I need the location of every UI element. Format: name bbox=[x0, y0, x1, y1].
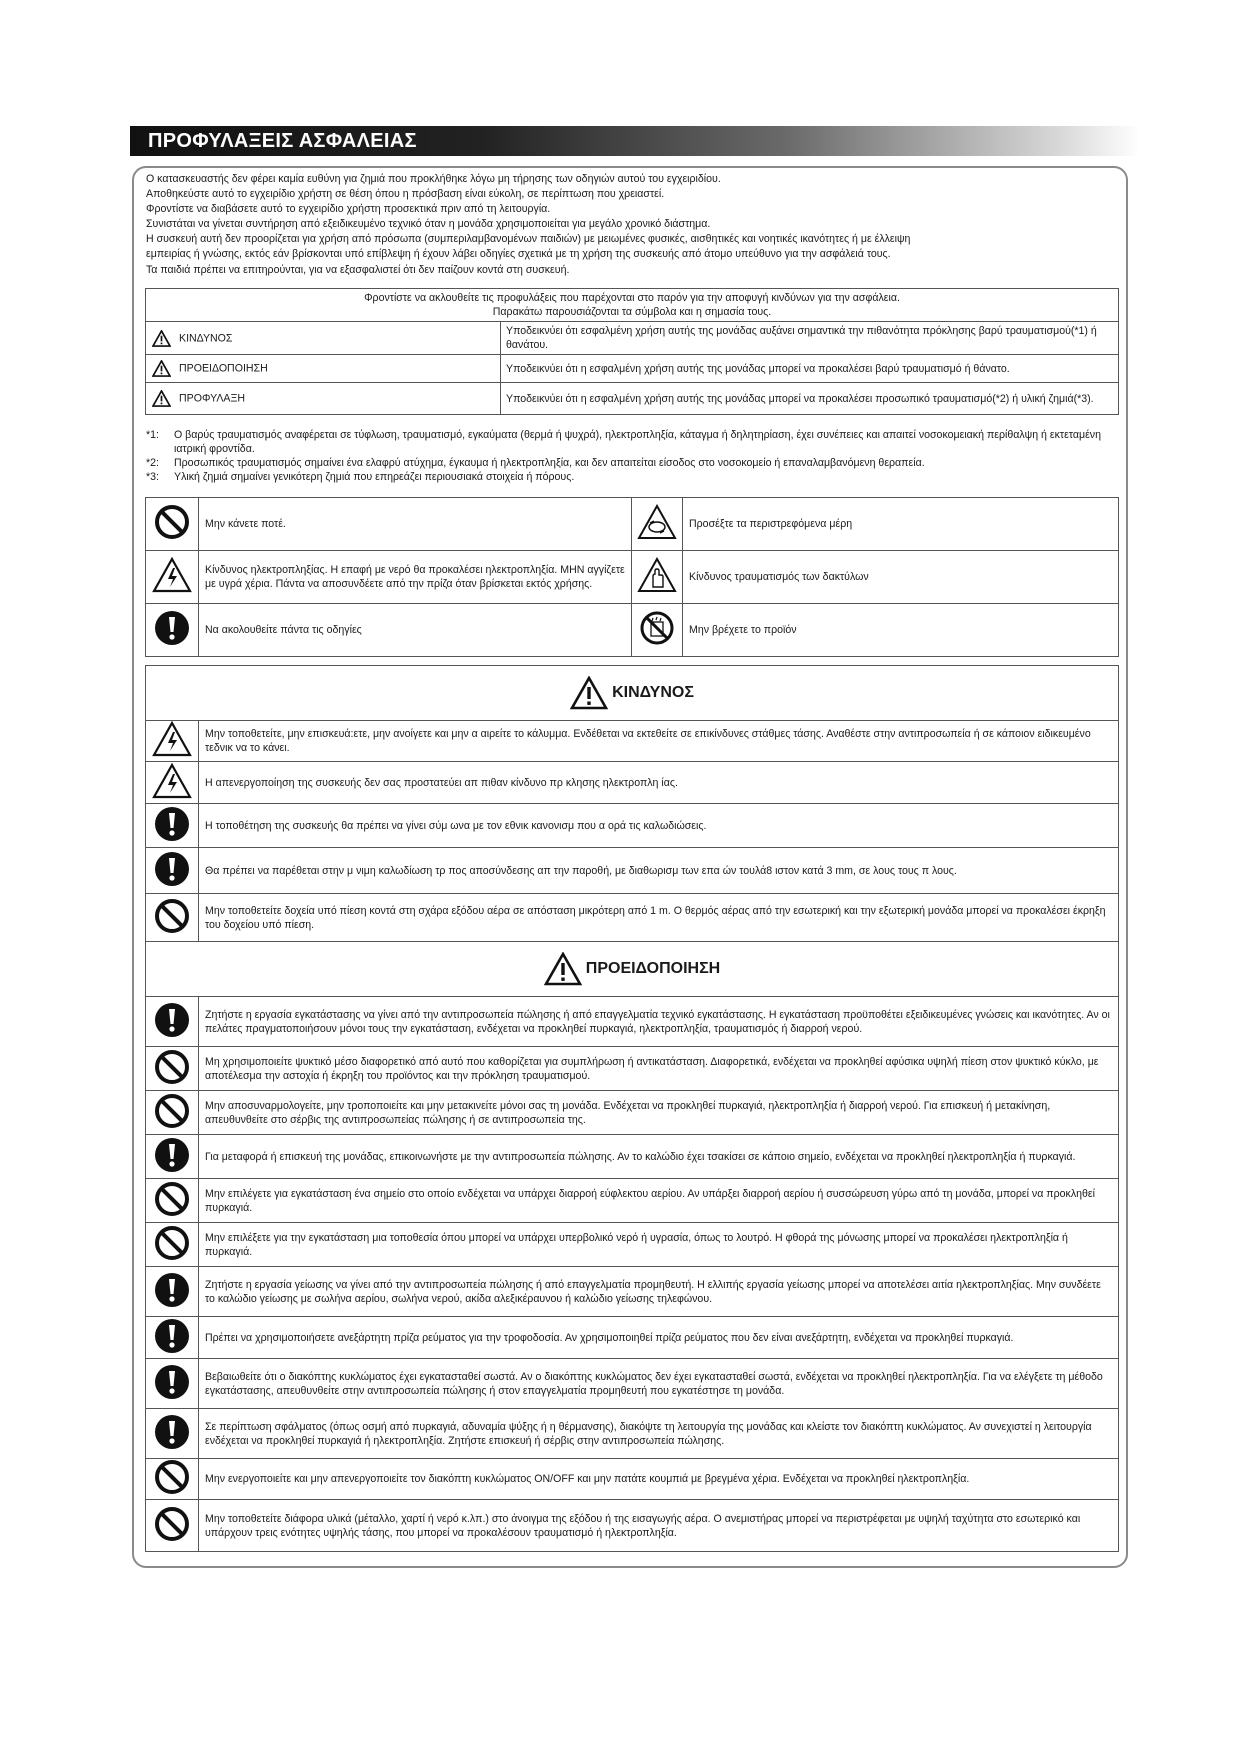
hazard-icon-cell bbox=[146, 894, 199, 942]
footnote-key: *2: bbox=[146, 457, 159, 469]
legend-caution bbox=[146, 383, 501, 415]
footnote-key: *3: bbox=[146, 471, 159, 483]
footnote bbox=[146, 470, 1112, 484]
hazard-icon-cell bbox=[146, 1135, 199, 1179]
hazard-icon-cell bbox=[146, 1223, 199, 1267]
mandatory-icon bbox=[154, 610, 190, 646]
footnote-key: *1: bbox=[146, 429, 159, 441]
hazard-text: Μη χρησιμοποιείτε ψυκτικό μέσο διαφορετικό από αυτό που καθορίζεται για συμπλήρωση ή αντικατάσταση. Διαφορετικά, ενδέχεται να προκληθεί αφύσικα υψηλή πίεση στον ψυκτικό κύκλο, με αποτέλεσμα την αστοχία ή έκρηξη του προϊόντος και την πρόκληση τραυματισμού. bbox=[199, 1047, 1119, 1091]
page-title: ΠΡΟΦΥΛΑΞΕΙΣ ΑΣΦΑΛΕΙΑΣ bbox=[148, 130, 417, 152]
warning-triangle-icon bbox=[152, 330, 171, 347]
symbol-text: Μην βρέχετε το προϊόν bbox=[683, 604, 1119, 657]
mandatory-icon bbox=[154, 1272, 190, 1308]
warning-triangle-icon bbox=[152, 360, 171, 377]
hazard-icon-cell bbox=[146, 804, 199, 848]
intro-line: Τα παιδιά πρέπει να επιτηρούνται, για να εξασφαλιστεί ότι δεν παίζουν κοντά στη συσκευή. bbox=[146, 263, 570, 276]
footnote bbox=[146, 456, 1112, 470]
legend-desc: Υποδεικνύει ότι η εσφαλμένη χρήση αυτής της μονάδας μπορεί να προκαλέσει βαρύ τραυματισμό ή θάνατο. bbox=[501, 355, 1119, 383]
hazard-icon-cell bbox=[146, 1459, 199, 1500]
symbol-text: Κίνδυνος τραυματισμός των δακτύλων bbox=[683, 551, 1119, 604]
prohibition-icon bbox=[154, 1181, 190, 1217]
danger-heading bbox=[146, 666, 1119, 721]
hazard-icon-cell bbox=[146, 721, 199, 762]
hazard-icon-cell bbox=[146, 1267, 199, 1317]
hazard-text: Η απενεργοποίηση της συσκευής δεν σας προστατεύει απ πιθαν κίνδυνο πρ κλησης ηλεκτροπλη ίας. bbox=[199, 762, 1119, 804]
intro-line: Φροντίστε να διαβάσετε αυτό το εγχειρίδιο χρήστη προσεκτικά πριν από τη λειτουργία. bbox=[146, 203, 551, 216]
hazard-text: Για μεταφορά ή επισκευή της μονάδας, επικοινωνήστε με την αντιπροσωπεία πώλησης. Αν το καλώδιο έχει τσακίσει σε κάποιο σημείο, ενδέχεται να προκληθεί ηλεκτροπληξία ή πυρκαγιά. bbox=[199, 1135, 1119, 1179]
hazard-text: Πρέπει να χρησιμοποιήσετε ανεξάρτητη πρίζα ρεύματος για την τροφοδοσία. Αν χρησιμοποιηθεί πρίζα ρεύματος που δεν είναι ανεξάρτητη, ενδέχεται να προκληθεί πυρκαγιά. bbox=[199, 1317, 1119, 1359]
hazard-table bbox=[145, 665, 1119, 1552]
warning-triangle-icon bbox=[152, 390, 171, 407]
legend-warning bbox=[146, 355, 501, 383]
hazard-text: Η τοποθέτηση της συσκευής θα πρέπει να γίνει σύμ ωνα με τον εθνικ κανονισμ που α ορά τις καλωδιώσεις. bbox=[199, 804, 1119, 848]
symbol-cell bbox=[632, 498, 683, 551]
finger-injury-icon bbox=[637, 557, 677, 593]
electric-shock-icon bbox=[152, 763, 192, 799]
footnotes bbox=[146, 428, 1112, 484]
hazard-icon-cell bbox=[146, 848, 199, 894]
symbol-cell bbox=[146, 604, 199, 657]
hazard-text: Μην τοποθετείτε, μην επισκευά:ετε, μην ανοίγετε και μην α αιρείτε το κάλυμμα. Ενδέθεται να εκτεθείτε σε επικίνδυνες στάθμες τάσης. Αναθέστε στην αντιπροσωπεία ή σε κάποιον ειδικευμένο τεδνικ να το κάνει. bbox=[199, 721, 1119, 762]
hazard-icon-cell bbox=[146, 1359, 199, 1409]
footnote-text: Προσωπικός τραυματισμός σημαίνει ένα ελαφρύ ατύχημα, έγκαυμα ή ηλεκτροπληξία, και δεν απαιτείται είσοδος στο νοσοκομείο ή επαναλαμβανόμενη θεραπεία. bbox=[174, 457, 925, 469]
warning-heading bbox=[146, 942, 1119, 997]
mandatory-icon bbox=[154, 1318, 190, 1354]
hazard-icon-cell bbox=[146, 1409, 199, 1459]
warning-triangle-icon bbox=[544, 952, 582, 986]
title-bar bbox=[130, 126, 1140, 156]
hazard-text: Ζητήστε η εργασία γείωσης να γίνει από την αντιπροσωπεία πώλησης ή από επαγγελματία προμηθευτή. Η ελλιπής εργασία γείωσης μπορεί να αποτελέσει αιτία ηλεκτροπληξίας. Μην συνδέετε το καλώδιο γείωσης με σωλήνα αερίου, σωλήνα νερού, ακίδα αλεξικέραυνου ή καλώδιο γείωσης τηλεφώνου. bbox=[199, 1267, 1119, 1317]
hazard-icon-cell bbox=[146, 1500, 199, 1552]
prohibition-icon bbox=[154, 1049, 190, 1085]
hazard-text: Θα πρέπει να παρέθεται στην μ νιμη καλωδίωση τρ πος αποσύνδεσης απ την παροθή, με διαθωρισμ των επα ών τουλά8 ιστον κατά 3 mm, σε λους τους π λους. bbox=[199, 848, 1119, 894]
warning-triangle-icon bbox=[570, 676, 608, 710]
symbol-text: Κίνδυνος ηλεκτροπληξίας. Η επαφή με νερό θα προκαλέσει ηλεκτροπληξία. ΜΗΝ αγγίζετε με υγρά χέρια. Πάντα να αποσυνδέετε από την πρίζα όταν βρίσκεται εκτός χρήσης. bbox=[199, 551, 632, 604]
legend-desc: Υποδεικνύει ότι εσφαλμένη χρήση αυτής της μονάδας αυξάνει σημαντικά την πιθανότητα πρόκλησης βαρύ τραυματισμού(*1) ή θανάτου. bbox=[501, 322, 1119, 355]
intro-line: Αποθηκεύστε αυτό το εγχειρίδιο χρήστη σε θέση όπου η πρόσβαση είναι εύκολη, σε περίπτωση που χρειαστεί. bbox=[146, 188, 665, 201]
prohibition-icon bbox=[154, 1225, 190, 1261]
hazard-icon-cell bbox=[146, 1179, 199, 1223]
warning-title: ΠΡΟΕΙΔΟΠΟΙΗΣΗ bbox=[585, 960, 721, 978]
symbol-text: Να ακολουθείτε πάντα τις οδηγίες bbox=[199, 604, 632, 657]
prohibition-icon bbox=[154, 1459, 190, 1495]
mandatory-icon bbox=[154, 806, 190, 842]
legend-danger bbox=[146, 322, 501, 355]
symbol-text: Μην κάνετε ποτέ. bbox=[199, 498, 632, 551]
symbol-cell bbox=[632, 551, 683, 604]
hazard-text: Μην τοποθετείτε δοχεία υπό πίεση κοντά στη σχάρα εξόδου αέρα σε απόσταση μικρότερη από 1 m. Ο θερμός αέρας από την εσωτερική και την εξωτερική μονάδα μπορεί να προκαλέσει έκρηξη του δοχείου υπό πίεση. bbox=[199, 894, 1119, 942]
hazard-text: Μην αποσυναρμολογείτε, μην τροποποιείτε και μην μετακινείτε μόνοι σας τη μονάδα. Ενδέχεται να προκληθεί πυρκαγιά, ηλεκτροπληξία ή διαρροή νερού. Για επισκευή ή μετακίνηση, απευθυνθείτε στο σέρβις της αντιπροσωπείας πώλησης ή σε αντιπροσωπεία της. bbox=[199, 1091, 1119, 1135]
hazard-icon-cell bbox=[146, 762, 199, 804]
hazard-text: Μην επιλέξετε για την εγκατάσταση μια τοποθεσία όπου μπορεί να υπάρχει υπερβολικό νερό ή υγρασία, όπως το λουτρό. Η φθορά της μόνωσης μπορεί να προκαλέσει ηλεκτροπληξία ή πυρκαγιά. bbox=[199, 1223, 1119, 1267]
symbol-text: Προσέξτε τα περιστρεφόμενα μέρη bbox=[683, 498, 1119, 551]
intro-text bbox=[146, 172, 1112, 278]
intro-line: Η συσκευή αυτή δεν προορίζεται για χρήση από πρόσωπα (συμπεριλαμβανομένων παιδιών) με μειωμένες φυσικές, αισθητικές και νοητικές ικανότητες ή με έλλειψη bbox=[146, 233, 911, 246]
mandatory-icon bbox=[154, 1364, 190, 1400]
symbol-legend bbox=[145, 497, 1119, 657]
symbol-cell bbox=[146, 498, 199, 551]
intro-line: εμπειρίας ή γνώσης, εκτός εάν βρίσκονται υπό επίβλεψη ή έχουν λάβει οδηγίες σχετικά με τη χρήση της συσκευής από άτομο υπεύθυνο για την ασφάλειά τους. bbox=[146, 248, 891, 261]
hazard-icon-cell bbox=[146, 1317, 199, 1359]
prohibition-icon bbox=[154, 898, 190, 934]
mandatory-icon bbox=[154, 1002, 190, 1038]
hazard-text: Ζητήστε η εργασία εγκατάστασης να γίνει από την αντιπροσωπεία πώλησης ή από επαγγελματία τεχνικό εγκατάστασης. Η εγκατάσταση προϋποθέτει εξειδικευμένες γνώσεις και ικανότητες. Αν οι πελάτες πραγματοποιήσουν μόνοι τους την εγκατάσταση, ενδέχεται να προκληθεί πυρκαγιά, ηλεκτροπληξία, τραυματισμός ή διαρροή νερού. bbox=[199, 997, 1119, 1047]
footnote bbox=[146, 428, 1112, 456]
legend-label: ΠΡΟΦΥΛΑΞΗ bbox=[179, 392, 246, 405]
hazard-text: Μην τοποθετείτε διάφορα υλικά (μέταλλο, χαρτί ή νερό κ.λπ.) στο άνοιγμα της εξόδου ή της εισαγωγής αέρα. Ο ανεμιστήρας μπορεί να περιστρέφεται με υψηλή ταχύτητα στο εσωτερικό και υπάρχουν τρεις ενότητες υψηλής τάσης, που μπορεί να προκαλέσουν τραυματισμό ή ηλεκτροπληξία. bbox=[199, 1500, 1119, 1552]
symbol-cell bbox=[146, 551, 199, 604]
intro-line: Ο κατασκευαστής δεν φέρει καμία ευθύνη για ζημιά που προκλήθηκε λόγω μη τήρησης των οδηγιών αυτού του εγχειριδίου. bbox=[146, 173, 721, 185]
symbol-cell bbox=[632, 604, 683, 657]
no-water-icon bbox=[639, 610, 675, 646]
footnote-text: Ο βαρύς τραυματισμός αναφέρεται σε τύφλωση, τραυματισμό, εγκαύματα (θερμά ή ψυχρά), ηλεκτροπληξία, κάταγμα ή δηλητηρίαση, έχει συνέπειες και απαιτεί νοσοκομειακή περίθαλψη ή εκτεταμένη ιατρική φροντίδα. bbox=[174, 429, 1101, 455]
footnote-text: Υλική ζημιά σημαίνει γενικότερη ζημιά που επηρεάζει περιουσιακά στοιχεία ή πόρους. bbox=[174, 471, 575, 483]
legend-label: ΠΡΟΕΙΔΟΠΟΙΗΣΗ bbox=[179, 362, 268, 375]
prohibition-icon bbox=[154, 1093, 190, 1129]
electric-shock-icon bbox=[152, 721, 192, 757]
hazard-text: Μην ενεργοποιείτε και μην απενεργοποιείτε τον διακόπτη κυκλώματος ON/OFF και μην πατάτε κουμπιά με βρεγμένα χέρια. Ενδέχεται να προκληθεί ηλεκτροπληξία. bbox=[199, 1459, 1119, 1500]
hazard-text: Βεβαιωθείτε ότι ο διακόπτης κυκλώματος έχει εγκατασταθεί σωστά. Αν ο διακόπτης κυκλώματος δεν έχει εγκατασταθεί σωστά, ενδέχεται να προκληθεί ηλεκτροπληξία. Για να ελέγξετε τη μέθοδο εγκατάστασης, απευθυνθείτε στην αντιπροσωπεία πώλησης ή στον επαγγελματία προμηθευτή που εγκατέστησε τη μονάδα. bbox=[199, 1359, 1119, 1409]
hazard-icon-cell bbox=[146, 997, 199, 1047]
intro-line: Συνιστάται να γίνεται συντήρηση από εξειδικευμένο τεχνικό όταν η μονάδα χρησιμοποιείται για μεγάλο χρονικό διάστημα. bbox=[146, 218, 711, 231]
mandatory-icon bbox=[154, 851, 190, 887]
legend-header bbox=[146, 289, 1119, 322]
legend-label: ΚΙΝΔΥΝΟΣ bbox=[179, 331, 233, 344]
legend-header-line1: Φροντίστε να ακλουθείτε τις προφυλάξεις που παρέχονται στο παρόν για την αποφυγή κινδύνων για την ασφάλεια. bbox=[364, 292, 900, 304]
hazard-icon-cell bbox=[146, 1047, 199, 1091]
legend-desc: Υποδεικνύει ότι η εσφαλμένη χρήση αυτής της μονάδας μπορεί να προκαλέσει προσωπικό τραυματισμό(*2) ή υλική ζημιά(*3). bbox=[501, 383, 1119, 415]
hazard-icon-cell bbox=[146, 1091, 199, 1135]
hazard-text: Μην επιλέγετε για εγκατάσταση ένα σημείο στο οποίο ενδέχεται να υπάρχει διαρροή εύφλεκτου αερίου. Αν υπάρξει διαρροή αερίου ή συσσώρευση γύρω από τη μονάδα, μπορεί να προκληθεί πυρκαγιά. bbox=[199, 1179, 1119, 1223]
electric-shock-icon bbox=[152, 557, 192, 593]
danger-title: ΚΙΝΔΥΝΟΣ bbox=[612, 684, 694, 702]
legend-header-line2: Παρακάτω παρουσιάζονται τα σύμβολα και η σημασία τους. bbox=[492, 306, 772, 318]
mandatory-icon bbox=[154, 1137, 190, 1173]
signal-word-legend bbox=[145, 288, 1119, 415]
prohibition-icon bbox=[154, 504, 190, 540]
hazard-text: Σε περίπτωση σφάλματος (όπως οσμή από πυρκαγιά, αδυναμία ψύξης ή η θέρμανσης), διακόψτε τη λειτουργία της μονάδας και κλείστε τον διακόπτη κυκλώματος. Αν συνεχιστεί η λειτουργία ενδέχεται να προκληθεί πυρκαγιά ή ηλεκτροπληξία. Ζητήστε επισκευή ή σέρβις στην αντιπροσωπεία πώλησης. bbox=[199, 1409, 1119, 1459]
mandatory-icon bbox=[154, 1414, 190, 1450]
prohibition-icon bbox=[154, 1506, 190, 1542]
rotating-parts-icon bbox=[637, 504, 677, 540]
